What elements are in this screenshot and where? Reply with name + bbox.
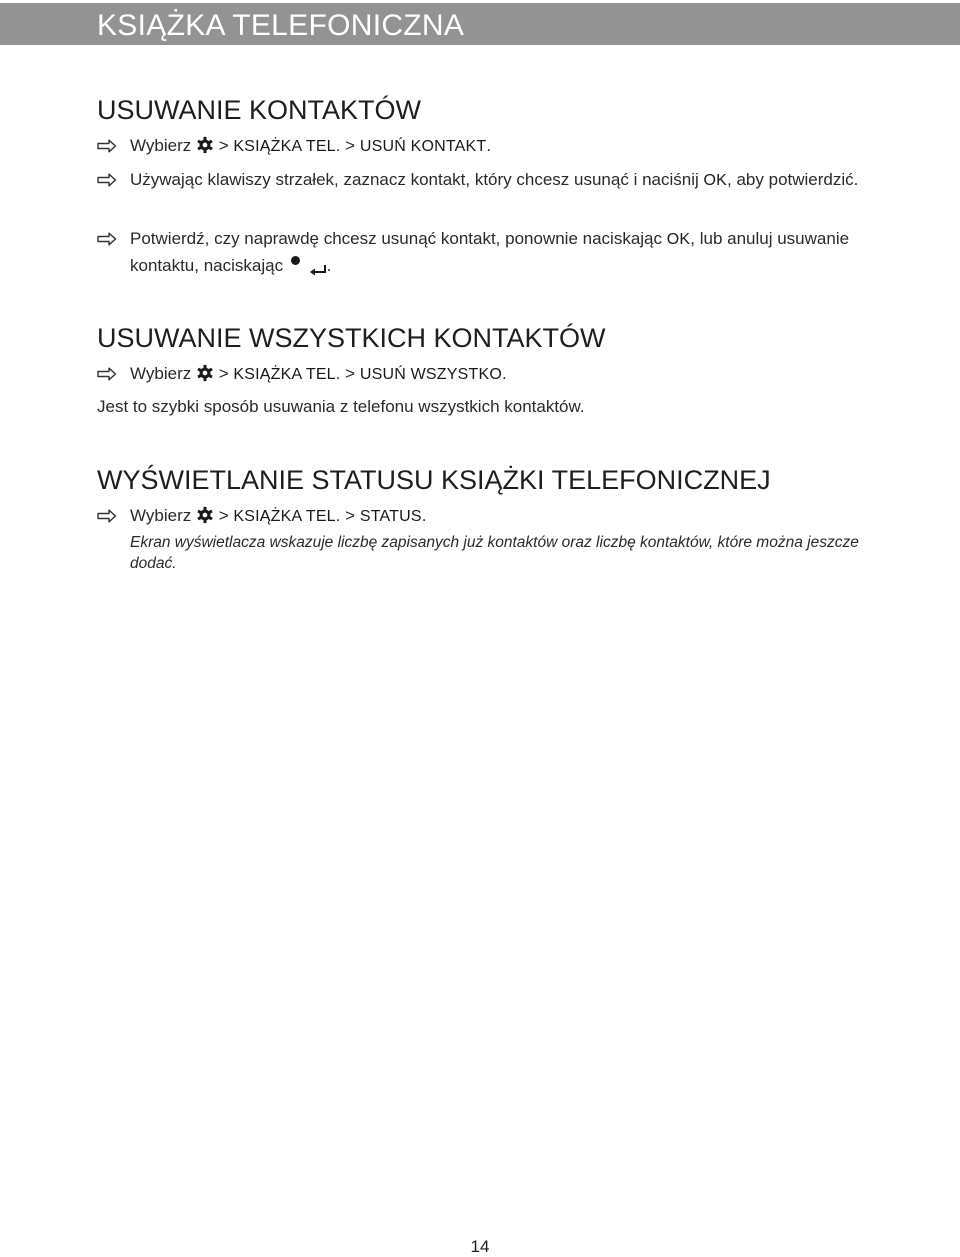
menu-separator: >: [345, 136, 356, 155]
back-arrow-icon: [309, 263, 327, 277]
menu-path-delete-contact: USUŃ KONTAKT: [359, 138, 487, 155]
menu-path-delete-all: USUŃ WSZYSTKO: [359, 366, 503, 383]
sentence-end: .: [326, 256, 332, 275]
step-delete-all-1: [97, 361, 867, 388]
step-text: , aby potwierdzić.: [727, 170, 859, 189]
step-prefix: Wybierz: [130, 136, 192, 155]
step-text: Używając klawiszy strzałek, zaznacz kontakt, który chcesz usunąć i naciśnij: [130, 170, 699, 189]
menu-separator: >: [345, 506, 356, 525]
key-ok: OK: [703, 172, 728, 189]
menu-path-status: STATUS: [359, 508, 422, 525]
section-title-status: WYŚWIETLANIE STATUSU KSIĄŻKI TELEFONICZNEJ: [97, 465, 771, 495]
arrow-right-outline-icon: [97, 232, 117, 246]
status-note: Ekran wyświetlacza wskazuje liczbę zapisanych już kontaktów oraz liczbę kontaktów, które można jeszcze dodać.: [130, 534, 859, 572]
arrow-right-outline-icon: [97, 367, 117, 381]
header-bar: [0, 3, 960, 45]
delete-all-description: Jest to szybki sposób usuwania z telefonu wszystkich kontaktów.: [97, 397, 585, 416]
arrow-right-outline-icon: [97, 509, 117, 523]
sentence-end: .: [486, 136, 492, 155]
gear-icon: [196, 364, 214, 382]
page-header-title: KSIĄŻKA TELEFONICZNA: [97, 9, 465, 42]
gear-icon: [196, 506, 214, 524]
step-prefix: Wybierz: [130, 506, 192, 525]
menu-separator: >: [218, 364, 229, 383]
menu-separator: >: [218, 136, 229, 155]
sentence-end: .: [502, 364, 507, 383]
step-text: Potwierdź, czy naprawdę chcesz usunąć kontakt, ponownie naciskając: [130, 229, 663, 248]
section-title-delete-all: USUWANIE WSZYSTKICH KONTAKTÓW: [97, 323, 606, 353]
step-delete-contact-3: [97, 226, 867, 279]
page-number: 14: [470, 1237, 490, 1256]
arrow-right-outline-icon: [97, 173, 117, 187]
step-status-1: [97, 503, 867, 530]
section-title-delete-contacts: USUWANIE KONTAKTÓW: [97, 95, 421, 125]
menu-separator: >: [218, 506, 229, 525]
dot-icon: [291, 256, 300, 265]
step-prefix: Wybierz: [130, 364, 192, 383]
step-text: , lub anuluj usuwanie kontaktu, naciskając: [130, 229, 850, 275]
step-delete-contact-1: [97, 133, 867, 160]
menu-separator: >: [345, 364, 356, 383]
sentence-end: .: [421, 506, 427, 525]
menu-path-phonebook: KSIĄŻKA TEL.: [233, 366, 341, 383]
key-ok: OK: [666, 231, 691, 248]
arrow-right-outline-icon: [97, 139, 117, 153]
gear-icon: [196, 136, 214, 154]
menu-path-phonebook: KSIĄŻKA TEL.: [233, 508, 341, 525]
menu-path-phonebook: KSIĄŻKA TEL.: [233, 138, 341, 155]
step-delete-contact-2: [97, 167, 867, 194]
